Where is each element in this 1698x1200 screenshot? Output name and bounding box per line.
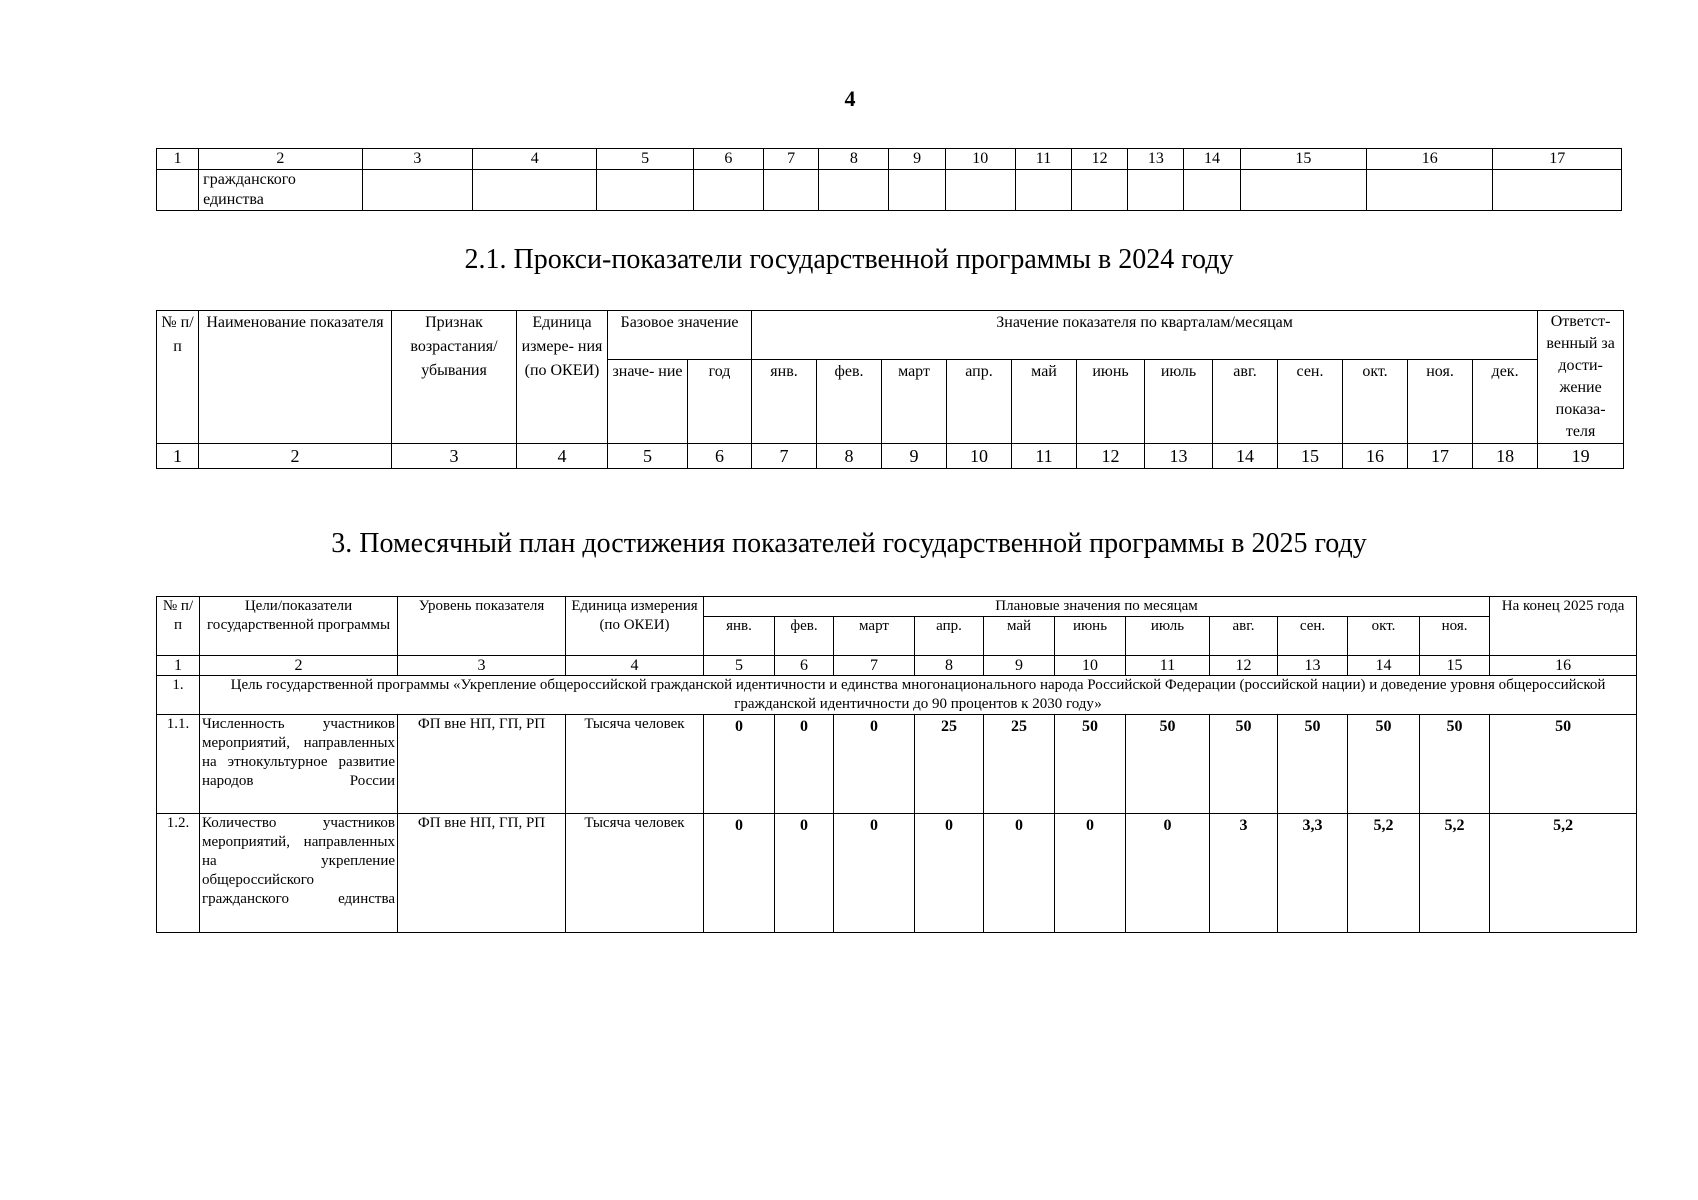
column-number: 16 [1367, 149, 1493, 170]
column-number: 15 [1240, 149, 1366, 170]
column-number: 12 [1077, 444, 1145, 469]
header-month: ноя. [1420, 617, 1490, 656]
column-number-row [157, 444, 1624, 469]
indicator-name [200, 715, 398, 814]
header-num: № п/п [157, 311, 199, 444]
column-number: 9 [882, 444, 947, 469]
header-level: Уровень показателя [398, 597, 566, 656]
monthly-value: 0 [775, 814, 834, 933]
header-month: сен. [1278, 360, 1343, 444]
column-number: 4 [473, 149, 597, 170]
column-number: 10 [1055, 656, 1126, 676]
column-number: 17 [1493, 149, 1622, 170]
column-number: 13 [1145, 444, 1213, 469]
column-number: 2 [199, 444, 392, 469]
header-num: № п/п [157, 597, 200, 656]
column-number: 3 [362, 149, 472, 170]
column-number: 12 [1210, 656, 1278, 676]
monthly-value: 25 [915, 715, 984, 814]
column-number: 7 [752, 444, 817, 469]
column-number: 19 [1538, 444, 1624, 469]
header-month: фев. [775, 617, 834, 656]
monthly-value: 0 [834, 715, 915, 814]
monthly-value: 0 [704, 814, 775, 933]
column-number: 6 [688, 444, 752, 469]
header-month: окт. [1343, 360, 1408, 444]
monthly-value: 3,3 [1278, 814, 1348, 933]
header-month: янв. [704, 617, 775, 656]
column-number: 1 [157, 149, 199, 170]
header-month: март [882, 360, 947, 444]
indicator-num: 1.2. [157, 814, 200, 933]
header-month: сен. [1278, 617, 1348, 656]
monthly-value: 0 [1055, 814, 1126, 933]
header-unit: Единица измере- ния (по ОКЕИ) [517, 311, 608, 444]
header-month: ноя. [1408, 360, 1473, 444]
column-number: 11 [1126, 656, 1210, 676]
indicator-name-text: Количество участников мероприятий, направленных на укрепление общероссийского гражданского единства [202, 815, 395, 907]
monthly-value: 50 [1055, 715, 1126, 814]
column-number: 7 [764, 149, 819, 170]
column-number: 8 [819, 149, 889, 170]
page-number: 4 [844, 86, 856, 111]
header-base-value: значе- ние [608, 360, 688, 444]
column-number: 7 [834, 656, 915, 676]
table-header-row [157, 597, 1637, 617]
header-month: май [1012, 360, 1077, 444]
header-base: Базовое значение [608, 311, 752, 360]
continuation-row [157, 170, 1622, 211]
monthly-value: 50 [1420, 715, 1490, 814]
column-number: 8 [817, 444, 882, 469]
monthly-value: 50 [1210, 715, 1278, 814]
column-number-row [157, 656, 1637, 676]
year-end-value: 5,2 [1490, 814, 1637, 933]
continuation-table [156, 148, 1622, 211]
header-unit: Единица измерения (по ОКЕИ) [566, 597, 704, 656]
header-values-by-period: Значение показателя по кварталам/месяцам [752, 311, 1538, 360]
monthly-value: 0 [834, 814, 915, 933]
column-number: 9 [984, 656, 1055, 676]
header-month: окт. [1348, 617, 1420, 656]
monthly-value: 5,2 [1348, 814, 1420, 933]
indicator-level: ФП вне НП, ГП, РП [398, 715, 566, 814]
goal-num: 1. [157, 676, 200, 715]
indicator-row [157, 814, 1637, 933]
header-base-year: год [688, 360, 752, 444]
column-number: 14 [1184, 149, 1240, 170]
indicator-row [157, 715, 1637, 814]
column-number: 18 [1473, 444, 1538, 469]
column-number: 10 [945, 149, 1015, 170]
monthly-plan-table [156, 596, 1637, 933]
column-number: 5 [597, 149, 693, 170]
column-number: 14 [1348, 656, 1420, 676]
header-month: июнь [1077, 360, 1145, 444]
header-month: июль [1126, 617, 1210, 656]
header-month: фев. [817, 360, 882, 444]
column-number: 3 [398, 656, 566, 676]
column-number: 13 [1128, 149, 1184, 170]
header-month: июнь [1055, 617, 1126, 656]
indicator-unit: Тысяча человек [566, 814, 704, 933]
column-number: 2 [200, 656, 398, 676]
header-name: Цели/показатели государственной программы [200, 597, 398, 656]
monthly-value: 3 [1210, 814, 1278, 933]
monthly-value: 50 [1348, 715, 1420, 814]
proxy-indicators-table [156, 310, 1624, 469]
header-month: май [984, 617, 1055, 656]
column-number: 11 [1015, 149, 1071, 170]
column-number: 1 [157, 656, 200, 676]
monthly-value: 0 [775, 715, 834, 814]
column-number: 17 [1408, 444, 1473, 469]
indicator-name-text: Численность участников мероприятий, направленных на этнокультурное развитие народов России [202, 716, 395, 789]
column-number: 6 [775, 656, 834, 676]
goal-text: Цель государственной программы «Укрепление общероссийской гражданской идентичности и единства многонационального народа Российской Федерации (российской нации) и доведение уровня общероссийской гражданской идентичности до 90 процентов к 2030 году» [200, 676, 1637, 715]
monthly-value: 50 [1278, 715, 1348, 814]
header-month: авг. [1210, 617, 1278, 656]
column-number: 15 [1420, 656, 1490, 676]
indicator-name [199, 170, 363, 211]
indicator-num: 1.1. [157, 715, 200, 814]
year-end-value: 50 [1490, 715, 1637, 814]
table-header-row [157, 311, 1624, 360]
header-year-end: На конец 2025 года [1490, 597, 1637, 656]
header-month: дек. [1473, 360, 1538, 444]
header-month: авг. [1213, 360, 1278, 444]
header-name: Наименование показателя [199, 311, 392, 444]
column-number: 5 [608, 444, 688, 469]
header-month: апр. [915, 617, 984, 656]
column-number: 6 [693, 149, 763, 170]
monthly-value: 0 [984, 814, 1055, 933]
continuation-number-row [157, 149, 1622, 170]
name-line: единства [203, 191, 264, 208]
monthly-value: 25 [984, 715, 1055, 814]
monthly-value: 5,2 [1420, 814, 1490, 933]
name-line: гражданского [203, 171, 296, 188]
column-number: 16 [1343, 444, 1408, 469]
goal-row [157, 676, 1637, 715]
section-3-title: 3. Помесячный план достижения показателей государственной программы в 2025 году [331, 528, 1367, 559]
column-number: 2 [199, 149, 363, 170]
monthly-value: 0 [704, 715, 775, 814]
indicator-unit: Тысяча человек [566, 715, 704, 814]
column-number: 11 [1012, 444, 1077, 469]
section-2-1-title: 2.1. Прокси-показатели государственной программы в 2024 году [464, 244, 1234, 275]
column-number: 3 [392, 444, 517, 469]
column-number: 8 [915, 656, 984, 676]
column-number: 1 [157, 444, 199, 469]
indicator-name [200, 814, 398, 933]
column-number: 4 [566, 656, 704, 676]
monthly-value: 50 [1126, 715, 1210, 814]
column-number: 16 [1490, 656, 1637, 676]
column-number: 14 [1213, 444, 1278, 469]
header-month: янв. [752, 360, 817, 444]
column-number: 15 [1278, 444, 1343, 469]
header-month: июль [1145, 360, 1213, 444]
header-responsible: Ответст- венный за дости- жение показа- теля [1538, 311, 1624, 444]
column-number: 10 [947, 444, 1012, 469]
header-planned: Плановые значения по месяцам [704, 597, 1490, 617]
column-number: 12 [1072, 149, 1128, 170]
column-number: 9 [889, 149, 945, 170]
header-sign: Признак возрастания/ убывания [392, 311, 517, 444]
column-number: 5 [704, 656, 775, 676]
header-month: апр. [947, 360, 1012, 444]
indicator-level: ФП вне НП, ГП, РП [398, 814, 566, 933]
monthly-value: 0 [1126, 814, 1210, 933]
column-number: 4 [517, 444, 608, 469]
column-number: 13 [1278, 656, 1348, 676]
header-month: март [834, 617, 915, 656]
monthly-value: 0 [915, 814, 984, 933]
